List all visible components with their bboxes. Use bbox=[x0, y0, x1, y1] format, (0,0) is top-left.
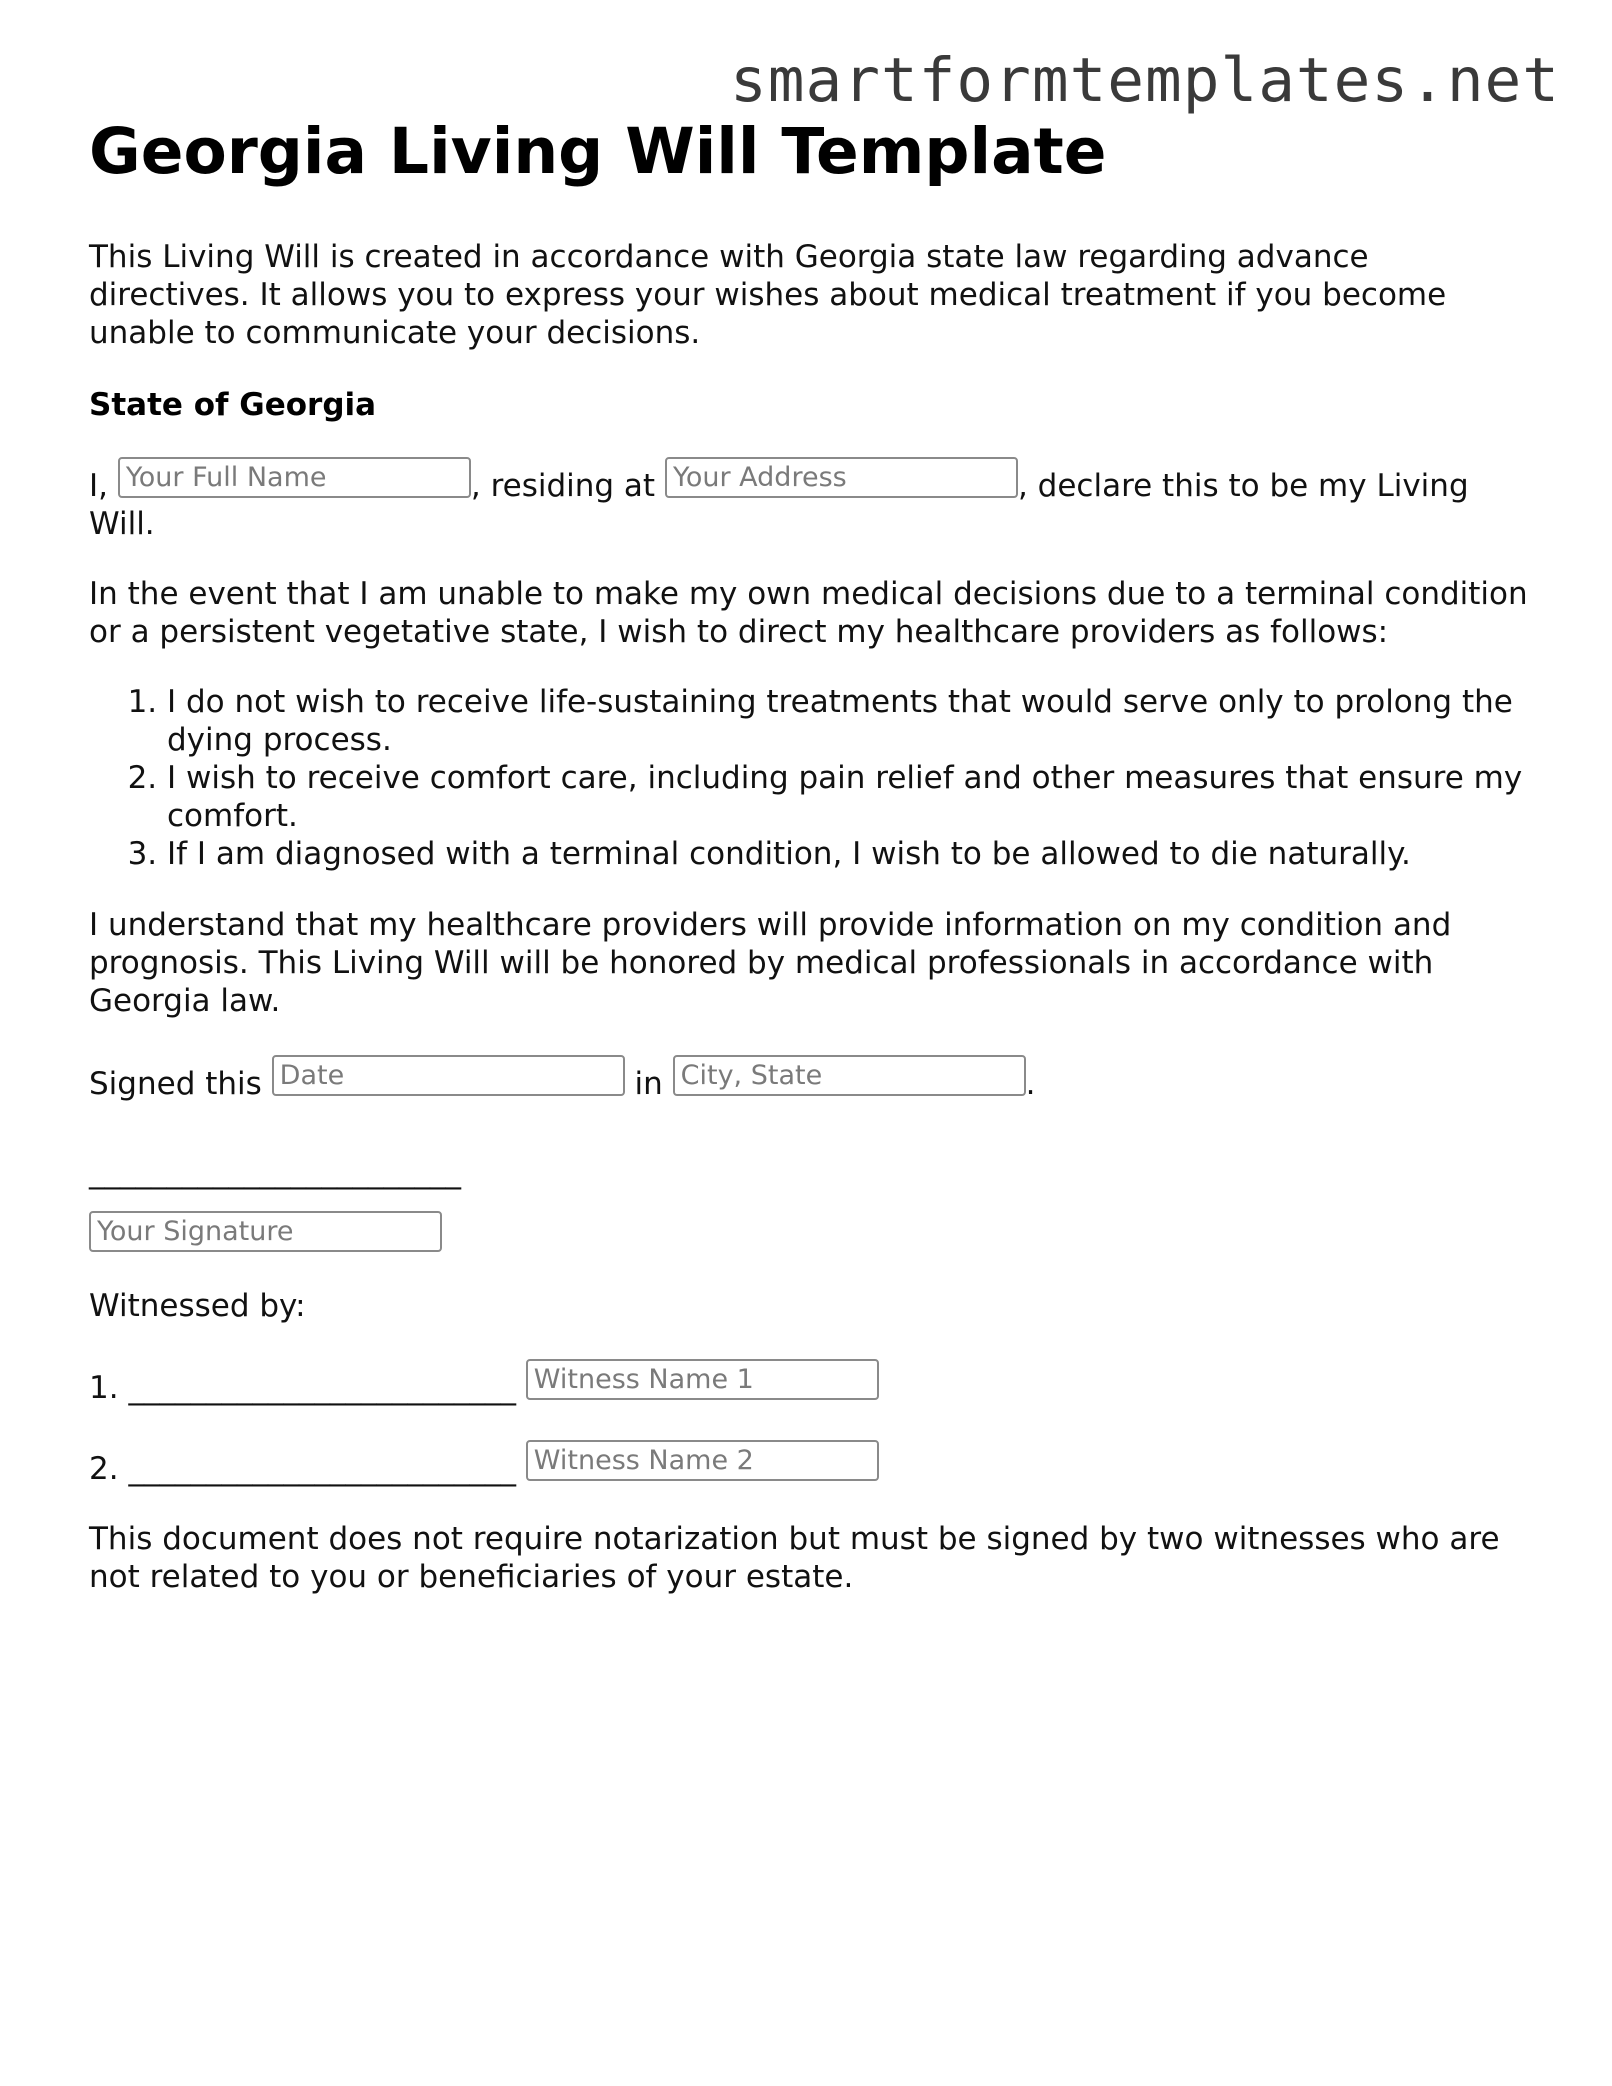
list-item: 1. I do not wish to receive life-sustaining treatments that would serve only to prolong the dying process. bbox=[167, 683, 1539, 759]
page-title: Georgia Living Will Template bbox=[89, 115, 1107, 188]
declaration-suffix: , declare this to be my Living Will. bbox=[89, 468, 1469, 542]
list-item: 3. If I am diagnosed with a terminal condition, I wish to be allowed to die naturally. bbox=[167, 835, 1539, 873]
witness-signature-line: _________________________ bbox=[128, 1451, 516, 1487]
signed-middle: in bbox=[634, 1066, 663, 1102]
date-field[interactable]: Date bbox=[272, 1055, 625, 1096]
signature-field[interactable]: Your Signature bbox=[89, 1211, 442, 1252]
intro-paragraph: This Living Will is created in accordance with Georgia state law regarding advance directives. It allows you to express your wishes about medical treatment if you become unable to communicate your decisions. bbox=[89, 239, 1447, 351]
section-heading: State of Georgia bbox=[89, 387, 377, 423]
witness-row-2 bbox=[89, 1438, 1539, 1488]
list-item: 2. I wish to receive comfort care, including pain relief and other measures that ensure my comfort. bbox=[167, 759, 1539, 835]
final-note: This document does not require notarization but must be signed by two witnesses who are not related to you or beneficiaries of your estate. bbox=[89, 1521, 1500, 1595]
witness-number: 1. bbox=[89, 1370, 119, 1406]
witness-signature-line: _________________________ bbox=[128, 1370, 516, 1406]
signature-row bbox=[89, 1211, 1539, 1253]
declaration-middle: , residing at bbox=[470, 468, 656, 504]
signed-suffix: . bbox=[1025, 1066, 1036, 1102]
signed-line bbox=[89, 1053, 1539, 1103]
watermark: smartformtemplates.net bbox=[730, 45, 1560, 116]
event-paragraph: In the event that I am unable to make my own medical decisions due to a terminal condition or a persistent vegetative state, I wish to direct my healthcare providers as follows: bbox=[89, 576, 1528, 650]
address-field[interactable]: Your Address bbox=[665, 457, 1018, 498]
signed-prefix: Signed this bbox=[89, 1066, 262, 1102]
city-state-field[interactable]: City, State bbox=[673, 1055, 1026, 1096]
witness-row-1 bbox=[89, 1357, 1539, 1407]
document bbox=[89, 112, 1539, 1596]
witness-name-2-field[interactable]: Witness Name 2 bbox=[526, 1440, 879, 1481]
full-name-field[interactable]: Your Full Name bbox=[118, 457, 471, 498]
declaration-prefix: I, bbox=[89, 468, 108, 504]
declaration-line bbox=[89, 455, 1539, 543]
witness-name-1-field[interactable]: Witness Name 1 bbox=[526, 1359, 879, 1400]
witnessed-label: Witnessed by: bbox=[89, 1288, 306, 1324]
witness-number: 2. bbox=[89, 1451, 119, 1487]
understand-paragraph: I understand that my healthcare providers will provide information on my condition and prognosis. This Living Will will be honored by medical professionals in accordance with Georgia law. bbox=[89, 907, 1452, 1019]
wishes-list bbox=[89, 683, 1539, 873]
signature-line: ________________________ bbox=[89, 1154, 461, 1190]
